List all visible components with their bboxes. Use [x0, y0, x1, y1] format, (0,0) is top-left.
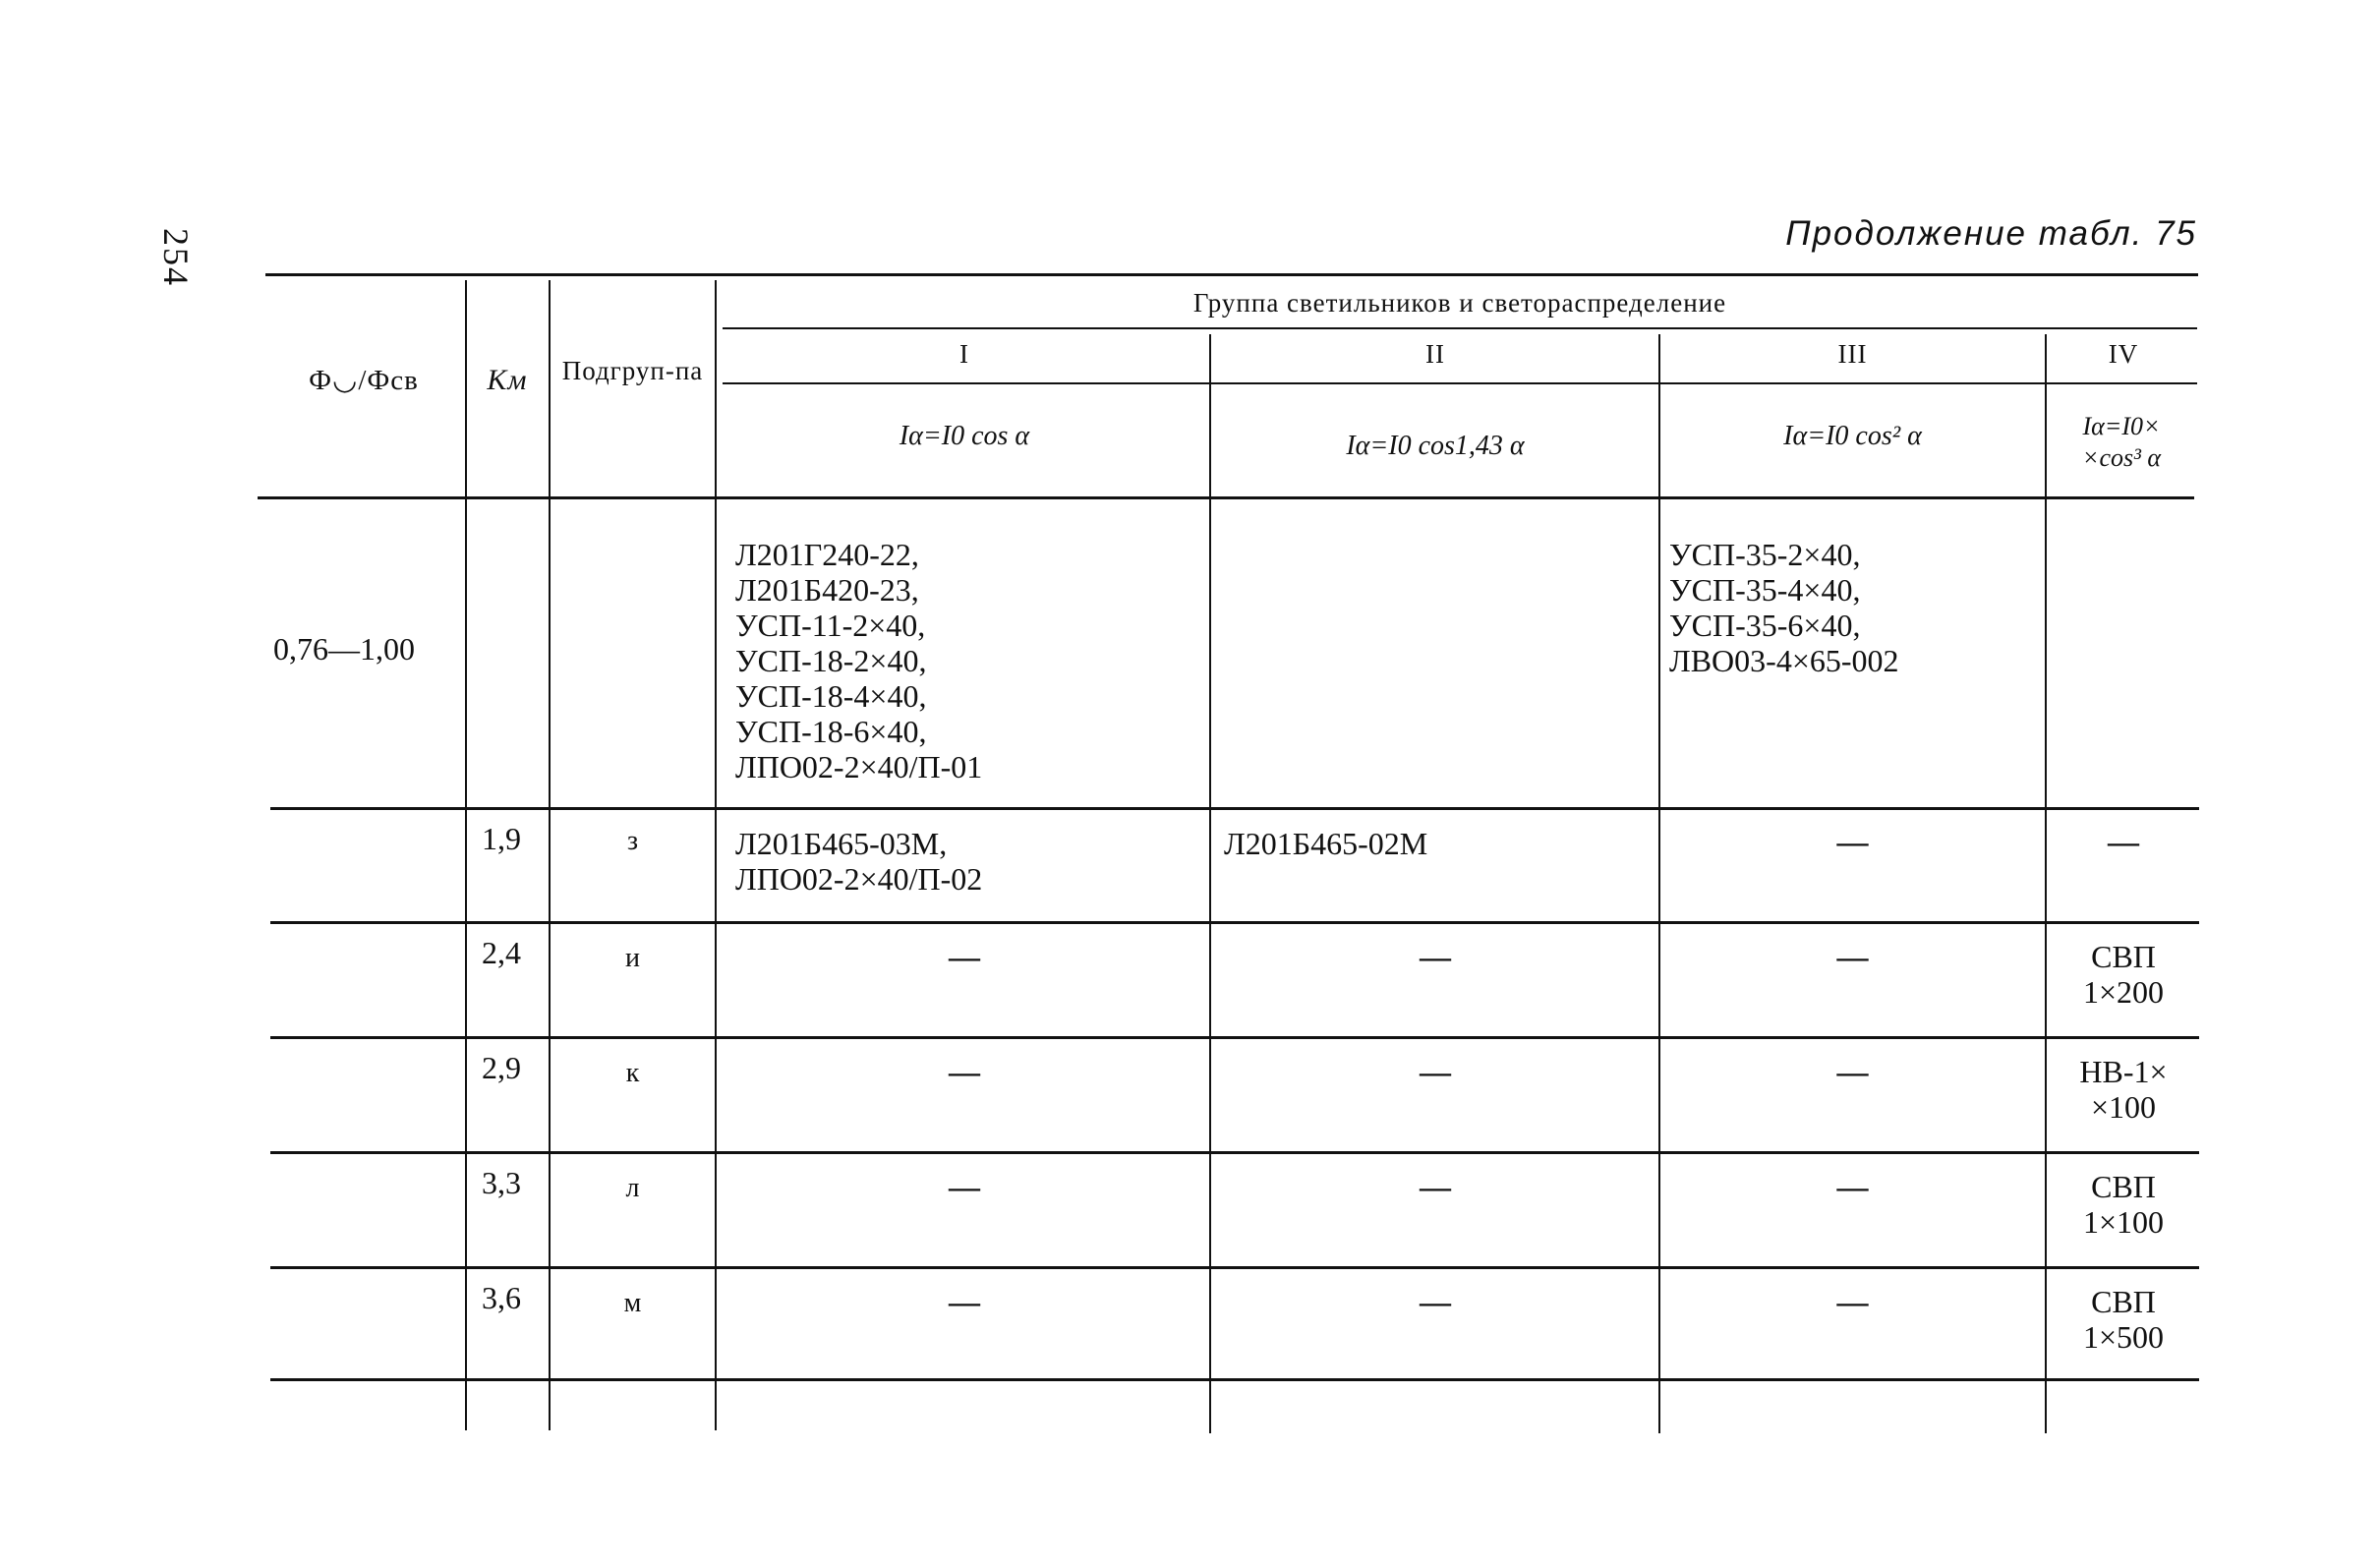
row-4-group-3-dash: —: [1836, 1054, 1869, 1089]
list-item: УСП-18-2×40,: [735, 643, 927, 678]
header-formula-1: Iα=I0 cos α: [899, 421, 1030, 451]
column-rule: [1658, 334, 1660, 1433]
header-ratio: Ф◡/Фсв: [309, 365, 419, 396]
header-km: Kм: [487, 364, 528, 396]
row-4-subgroup: к: [625, 1058, 640, 1088]
row-4-km: 2,9: [482, 1050, 521, 1085]
row-3-group-2-dash: —: [1420, 939, 1451, 974]
column-rule: [1209, 334, 1211, 1433]
list-item: СВП: [2091, 939, 2156, 974]
list-item: СВП: [2091, 1284, 2156, 1319]
header-group-2: II: [1425, 339, 1445, 369]
row-5-group-2-dash: —: [1420, 1169, 1451, 1204]
group-title-rule: [723, 327, 2197, 329]
header-formula-3: Iα=I0 cos² α: [1783, 421, 1922, 451]
row-2-group-1-list: [735, 826, 1197, 897]
list-item: ЛПО02-2×40/П-02: [735, 861, 983, 897]
header-group-3: III: [1837, 339, 1868, 369]
row-rule: [270, 1266, 2199, 1269]
row-rule: [270, 1151, 2199, 1154]
header-group-4: IV: [2108, 339, 2139, 369]
row-5-km: 3,3: [482, 1165, 521, 1200]
list-item: Л201Б465-02М: [1224, 826, 1428, 861]
row-2-km: 1,9: [482, 821, 521, 856]
list-item: УСП-11-2×40,: [735, 608, 926, 643]
list-item: УСП-18-6×40,: [735, 714, 927, 749]
table-bottom-rule: [270, 1378, 2199, 1381]
column-rule: [715, 280, 717, 1430]
row-3-km: 2,4: [482, 935, 521, 970]
row-4-group-4-list: [2050, 1054, 2197, 1125]
column-rule: [2045, 334, 2047, 1433]
row-rule: [270, 807, 2199, 810]
row-5-subgroup: л: [625, 1173, 640, 1203]
row-4-group-1-dash: —: [949, 1054, 980, 1089]
row-5-group-3-dash: —: [1836, 1169, 1869, 1204]
list-item: Л201Б420-23,: [735, 572, 919, 608]
header-group-1: I: [959, 339, 969, 369]
list-item: 1×100: [2082, 1204, 2165, 1240]
column-rule: [549, 280, 551, 1430]
row-rule: [270, 921, 2199, 924]
row-3-group-3-dash: —: [1836, 939, 1869, 974]
table-top-rule: [265, 273, 2198, 276]
row-1-group-3-list: [1669, 537, 2043, 678]
list-item: Л201Б465-03М,: [735, 826, 948, 861]
header-subgroup: Подгруп-па: [561, 356, 704, 385]
list-item: 1×200: [2082, 974, 2165, 1010]
row-1-ratio: 0,76—1,00: [273, 631, 415, 667]
row-5-group-1-dash: —: [949, 1169, 980, 1204]
row-3-group-1-dash: —: [949, 939, 980, 974]
table-continuation-caption: Продолжение табл. 75: [1785, 214, 2197, 253]
row-5-group-4-list: [2050, 1169, 2197, 1240]
row-4-group-2-dash: —: [1420, 1054, 1451, 1089]
row-3-group-4-list: [2050, 939, 2197, 1010]
row-2-group-2-list: [1224, 826, 1647, 861]
list-item: УСП-35-2×40,: [1669, 537, 1861, 572]
row-rule: [270, 1036, 2199, 1039]
row-6-subgroup: м: [623, 1288, 642, 1318]
group-number-rule: [723, 382, 2197, 384]
row-6-group-1-dash: —: [949, 1284, 980, 1319]
row-1-group-1-list: [735, 537, 1197, 784]
list-item: Л201Г240-22,: [735, 537, 919, 572]
list-item: СВП: [2091, 1169, 2156, 1204]
row-6-group-3-dash: —: [1836, 1284, 1869, 1319]
row-6-group-2-dash: —: [1420, 1284, 1451, 1319]
header-formula-2: Iα=I0 cos1,43 α: [1346, 431, 1525, 461]
column-rule: [465, 280, 467, 1430]
list-item: ЛПО02-2×40/П-01: [735, 749, 983, 784]
row-2-group-3-dash: —: [1836, 824, 1869, 859]
list-item: ЛВО03-4×65-002: [1669, 643, 1899, 678]
row-3-subgroup: и: [625, 943, 640, 973]
page-number: 254: [156, 228, 196, 287]
row-2-subgroup: з: [626, 826, 639, 856]
row-6-km: 3,6: [482, 1280, 521, 1315]
list-item: УСП-35-6×40,: [1669, 608, 1861, 643]
list-item: УСП-18-4×40,: [735, 678, 927, 714]
list-item: НВ-1×: [2079, 1054, 2168, 1089]
list-item: ×100: [2090, 1089, 2157, 1125]
row-6-group-4-list: [2050, 1284, 2197, 1355]
list-item: УСП-35-4×40,: [1669, 572, 1861, 608]
header-group-title: Группа светильников и светораспределение: [1192, 288, 1727, 318]
row-2-group-4-dash: —: [2108, 824, 2139, 859]
list-item: 1×500: [2082, 1319, 2165, 1355]
header-formula-4: Iα=I0× ×cos³ α: [2081, 412, 2162, 472]
